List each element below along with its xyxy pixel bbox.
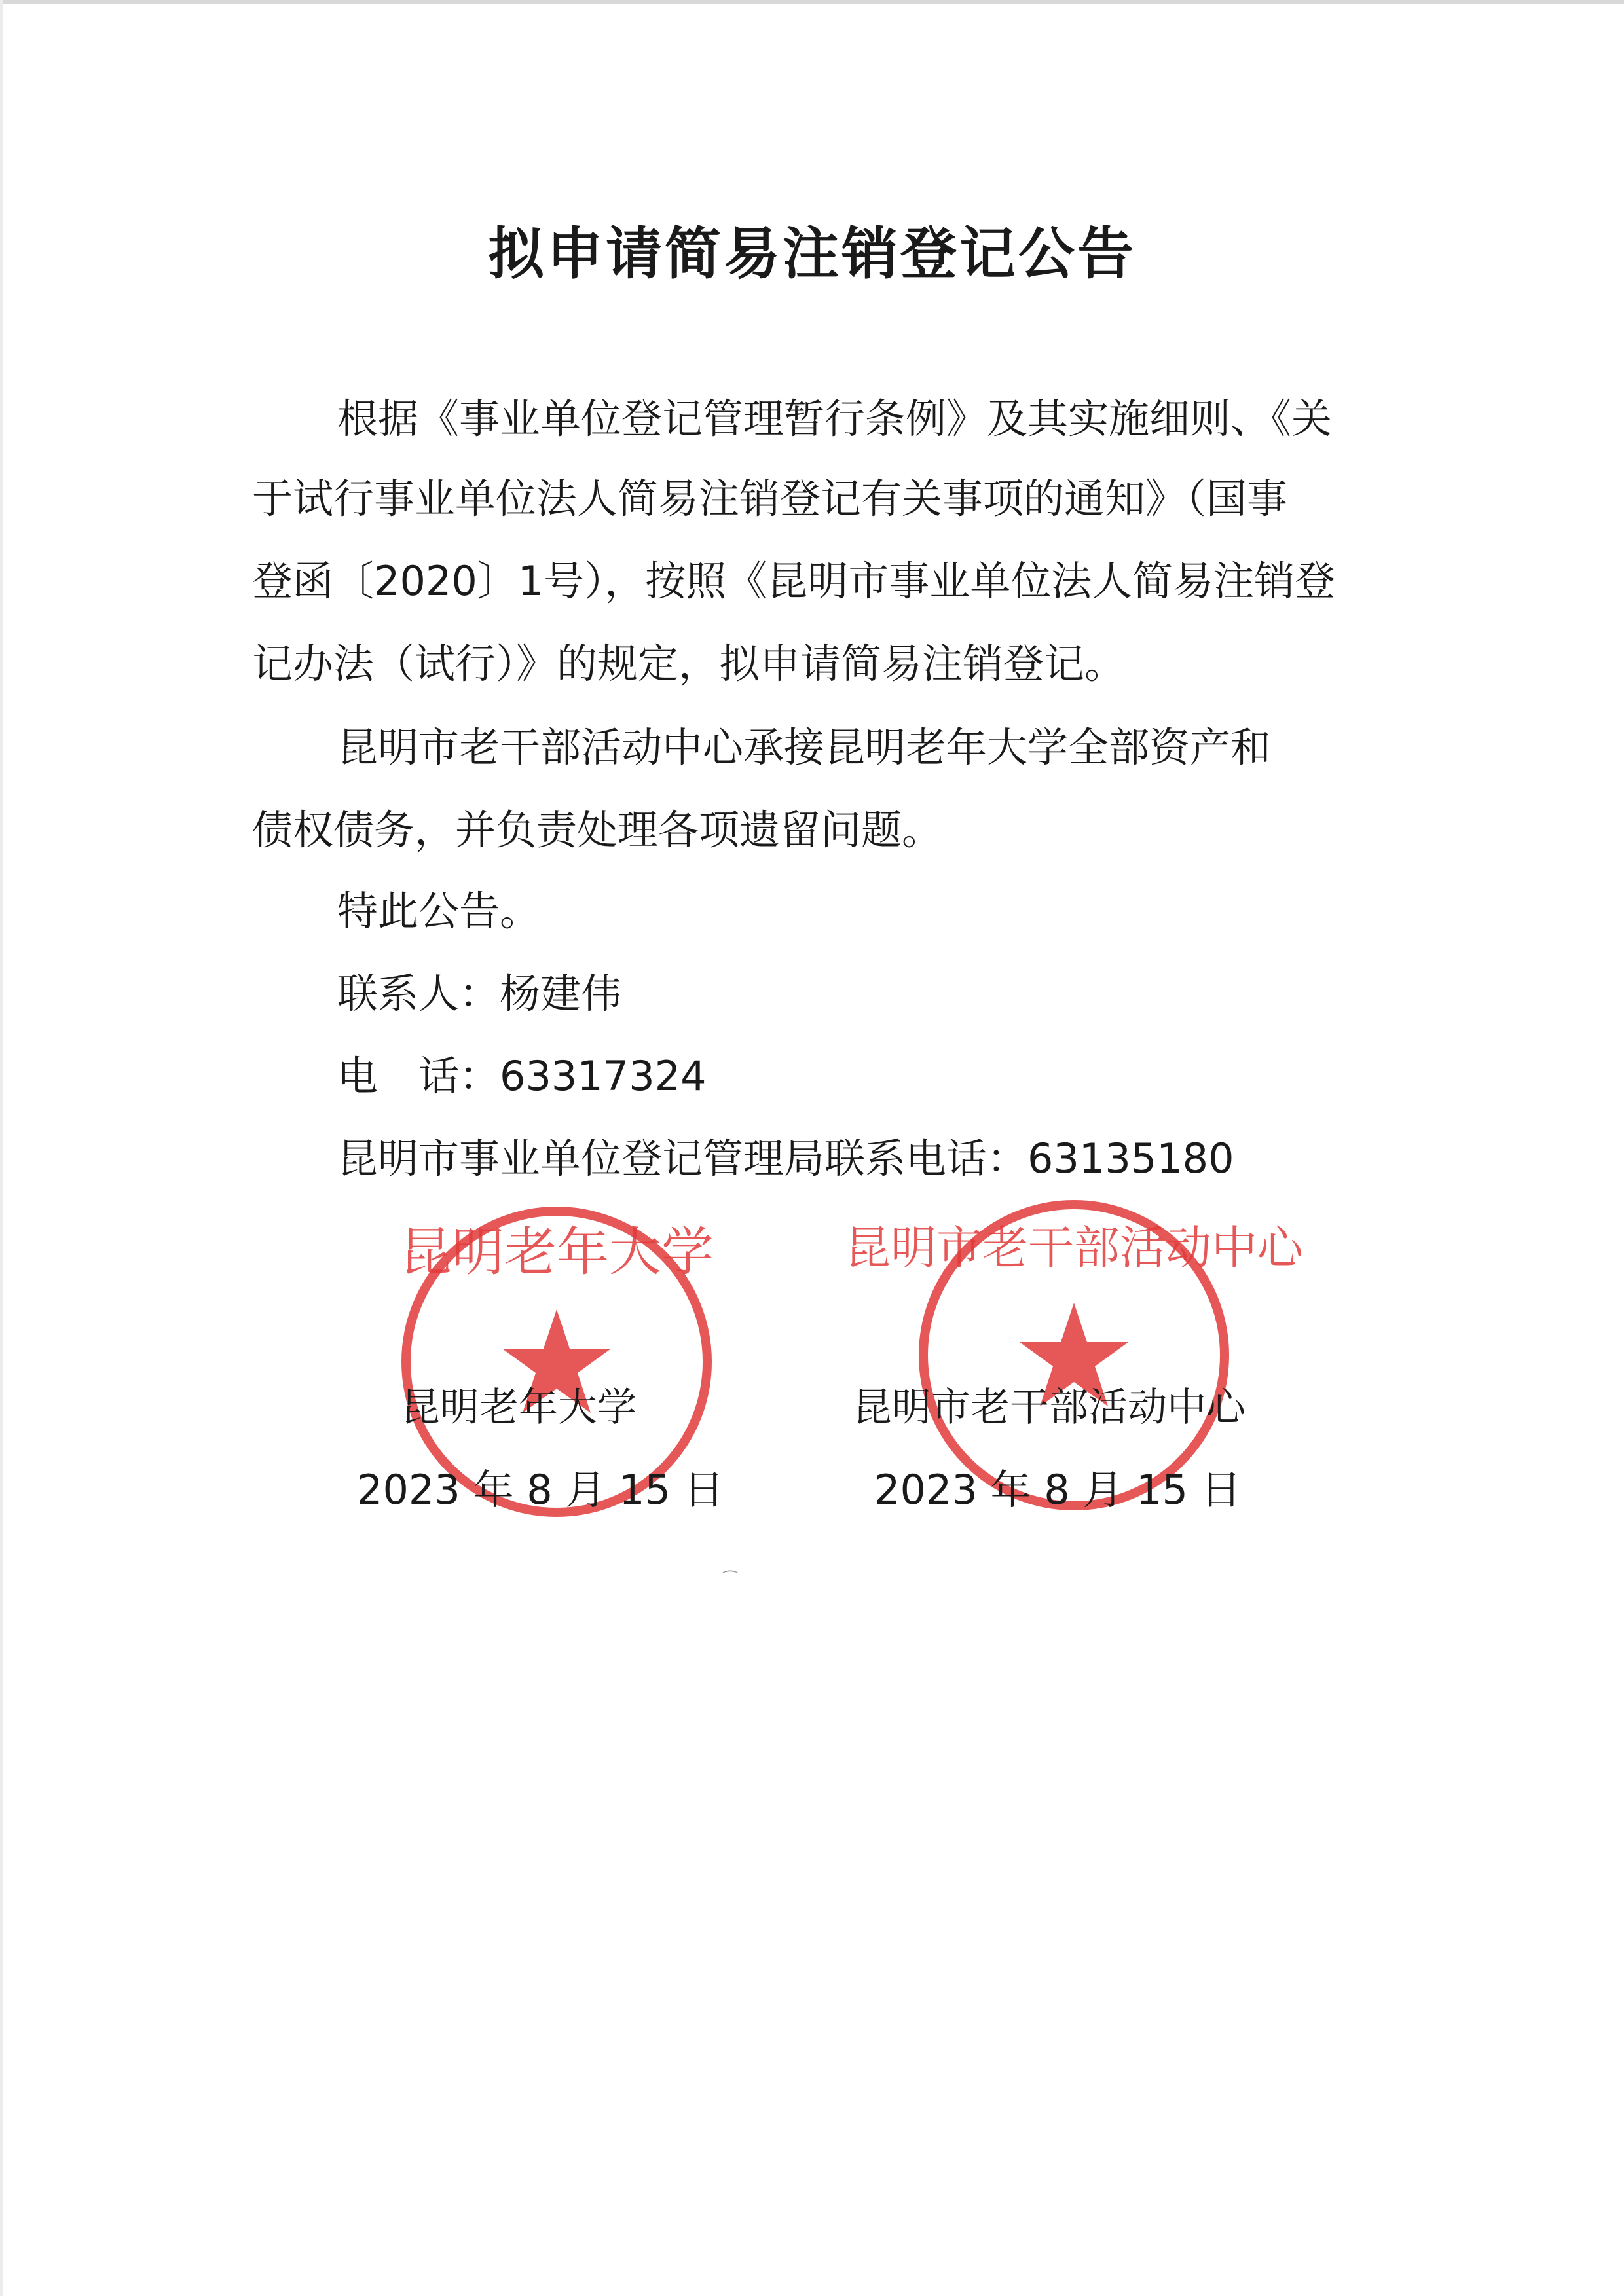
signatory-name-1: 昆明老年大学 [401,1385,637,1430]
seal-text: 昆明市老干部活动中心 [845,1221,1303,1275]
body-line-2: 于试行事业单位法人简易注销登记有关事项的通知》（国事 [252,475,1288,522]
signature-date-1: 2023 年 8 月 15 日 [357,1466,724,1514]
contact-person: 联系人：杨建伟 [337,970,622,1017]
body-line-5: 昆明市老干部活动中心承接昆明老年大学全部资产和 [337,723,1272,771]
signature-date-2: 2023 年 8 月 15 日 [874,1466,1242,1514]
seal-text: 昆明老年大学 [399,1222,714,1283]
document-title: 拟申请简易注销登记公告 [488,221,1136,287]
scan-top-edge [0,0,1624,4]
scan-left-edge [0,0,3,2296]
contact-phone: 电 话：63317324 [337,1052,707,1100]
closing-line: 特此公告。 [337,887,541,935]
body-line-4: 记办法（试行）》的规定，拟申请简易注销登记。 [252,640,1126,687]
body-line-6: 债权债务，并负责处理各项遗留问题。 [252,806,943,854]
body-line-3: 登函〔2020〕1号），按照《昆明市事业单位法人简易注销登 [252,557,1336,605]
signatory-name-2: 昆明市老干部活动中心 [853,1385,1246,1430]
body-line-1: 根据《事业单位登记管理暂行条例》及其实施细则、《关 [337,395,1333,443]
scan-speck: ⌒ [722,1570,739,1590]
registry-phone: 昆明市事业单位登记管理局联系电话：63135180 [337,1135,1234,1182]
